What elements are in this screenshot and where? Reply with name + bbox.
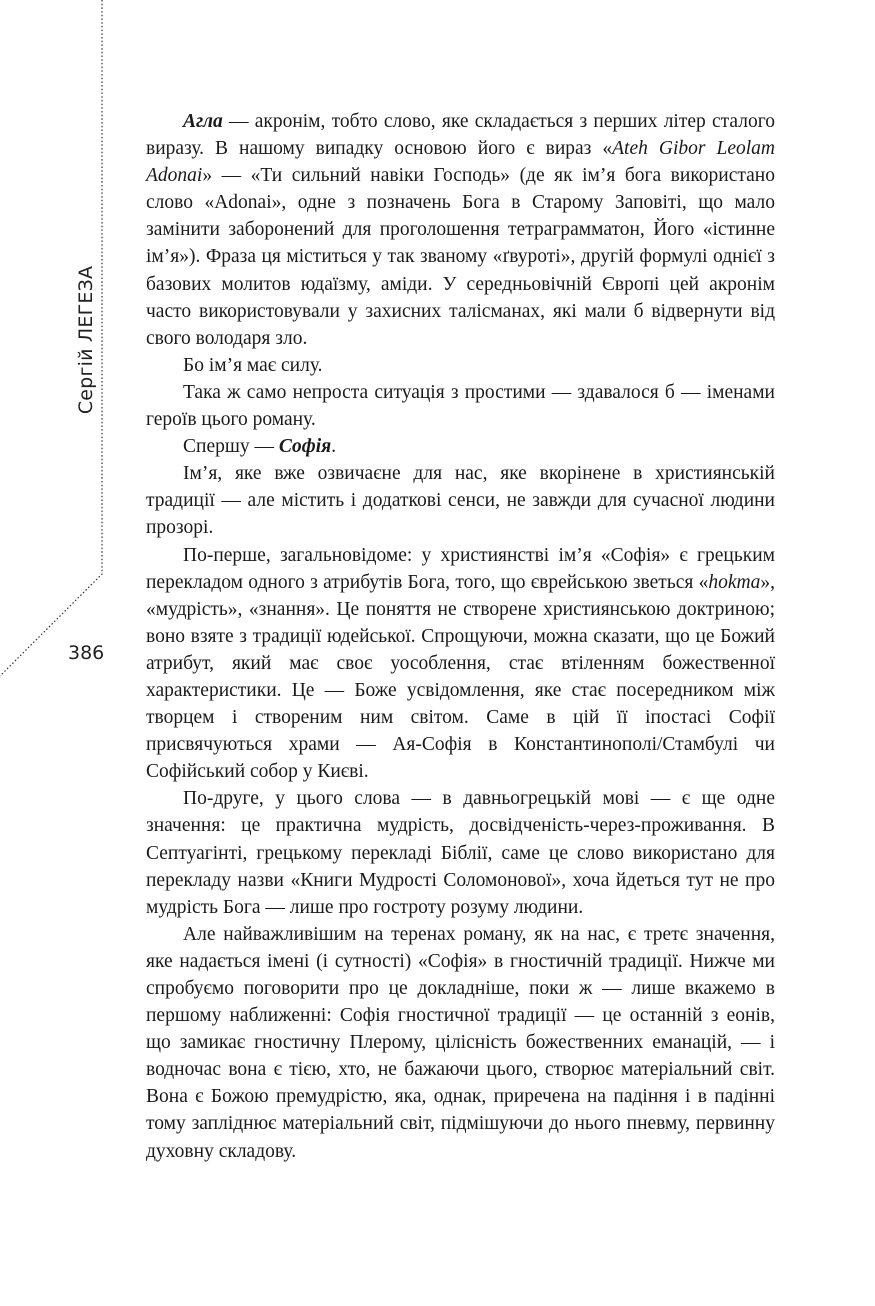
text-run: Така ж само непроста ситуація з простими — здавалося б — іменами героїв цього роману. bbox=[146, 381, 775, 431]
paragraph bbox=[146, 379, 775, 433]
paragraph bbox=[146, 352, 775, 379]
text-run: По-перше, загальновідоме: у християнстві ім’я «Софія» є грецьким перекладом одного з атрибутів Бога, того, що єврейською зветься « bbox=[146, 544, 775, 593]
emphasized-term: Софія bbox=[278, 436, 332, 458]
text-run: Але найважливішим на теренах роману, як на нас, є третє значення, яке надається імені (і сутності) «Софія» в гностичній традиції. Нижче ми спробуємо поговорити про це докладніше, поки ж — лише вкажемо в першому наближенні: Софія гностичної традиції — це останній з еонів, що замикає гностичну Плерому, цілісність божественних еманацій, — і водночас вона є тією, хто, не бажаючи цього, створює матеріальний світ. Вона є Божою премудрістю, яка, однак, приречена на падіння і в падінні тому запліднює матеріальний світ, підмішуючи до нього пневму, первинну духовну складову. bbox=[146, 923, 775, 1162]
text-run: Спершу — bbox=[183, 436, 279, 458]
paragraph bbox=[146, 108, 775, 352]
page-number: 386 bbox=[68, 642, 105, 664]
text-run: Ім’я, яке вже озвичаєне для нас, яке вкорінене в християнській традиції — але містить і додаткові сенси, не завжди для сучасної людини прозорі. bbox=[146, 463, 775, 539]
body-text bbox=[146, 108, 775, 1165]
paragraph bbox=[146, 460, 775, 541]
paragraph bbox=[146, 785, 775, 920]
italic-phrase: hokma bbox=[708, 571, 761, 593]
emphasized-term: Агла bbox=[183, 111, 223, 132]
text-run: Бо ім’я має силу. bbox=[183, 354, 323, 376]
paragraph bbox=[146, 433, 775, 460]
text-run: — акронім, тобто слово, яке складається з перших літер сталого виразу. В нашому випадку основою його є вираз « bbox=[146, 111, 775, 160]
text-run: . bbox=[331, 436, 337, 458]
paragraph bbox=[146, 542, 775, 786]
running-head-author: Сергій ЛЕГЕЗА bbox=[75, 265, 97, 415]
text-run: По-друге, у цього слова — в давньогрецькій мові — є ще одне значення: це практична мудрість, досвідченість-через-проживання. В Септуагінті, грецькому перекладі Біблії, саме це слово використано для перекладу назви «Книги Мудрості Соломонової», хоча йдеться тут не про мудрість Бога — лише про гостроту розуму людини. bbox=[146, 788, 775, 918]
text-run: » — «Ти сильний навіки Господь» (де як ім’я бога використано слово «Adonai», одне з позначень Бога в Старому Заповіті, що мало замінити заборонений для проголошення тетраграмматон, Його «істинне ім’я»). Фраза ця міститься у так званому «ґвуроті», другій формулі однієї з базових молитов юдаїзму, аміди. У середньовічній Європі цей акронім часто використовували у захисних талісманах, які мали б відвернути від свого володаря зло. bbox=[146, 165, 775, 349]
paragraph bbox=[146, 921, 775, 1165]
italic-phrase: Ateh Gibor Leolam Adonai bbox=[146, 138, 776, 187]
text-run: », «мудрість», «знання». Це поняття не створене християнською доктриною; воно взяте з традиції юдейської. Спрощуючи, можна сказати, що це Божий атрибут, який має своє уособлення, стає втіленням божественної характеристики. Це — Боже усвідомлення, яке стає посередником між творцем і створеним ним світом. Саме в цій її іпостасі Софії присвячуються храми — Ая-Софія в Константинополі/Стамбулі чи Софійський собор у Києві. bbox=[146, 571, 775, 783]
